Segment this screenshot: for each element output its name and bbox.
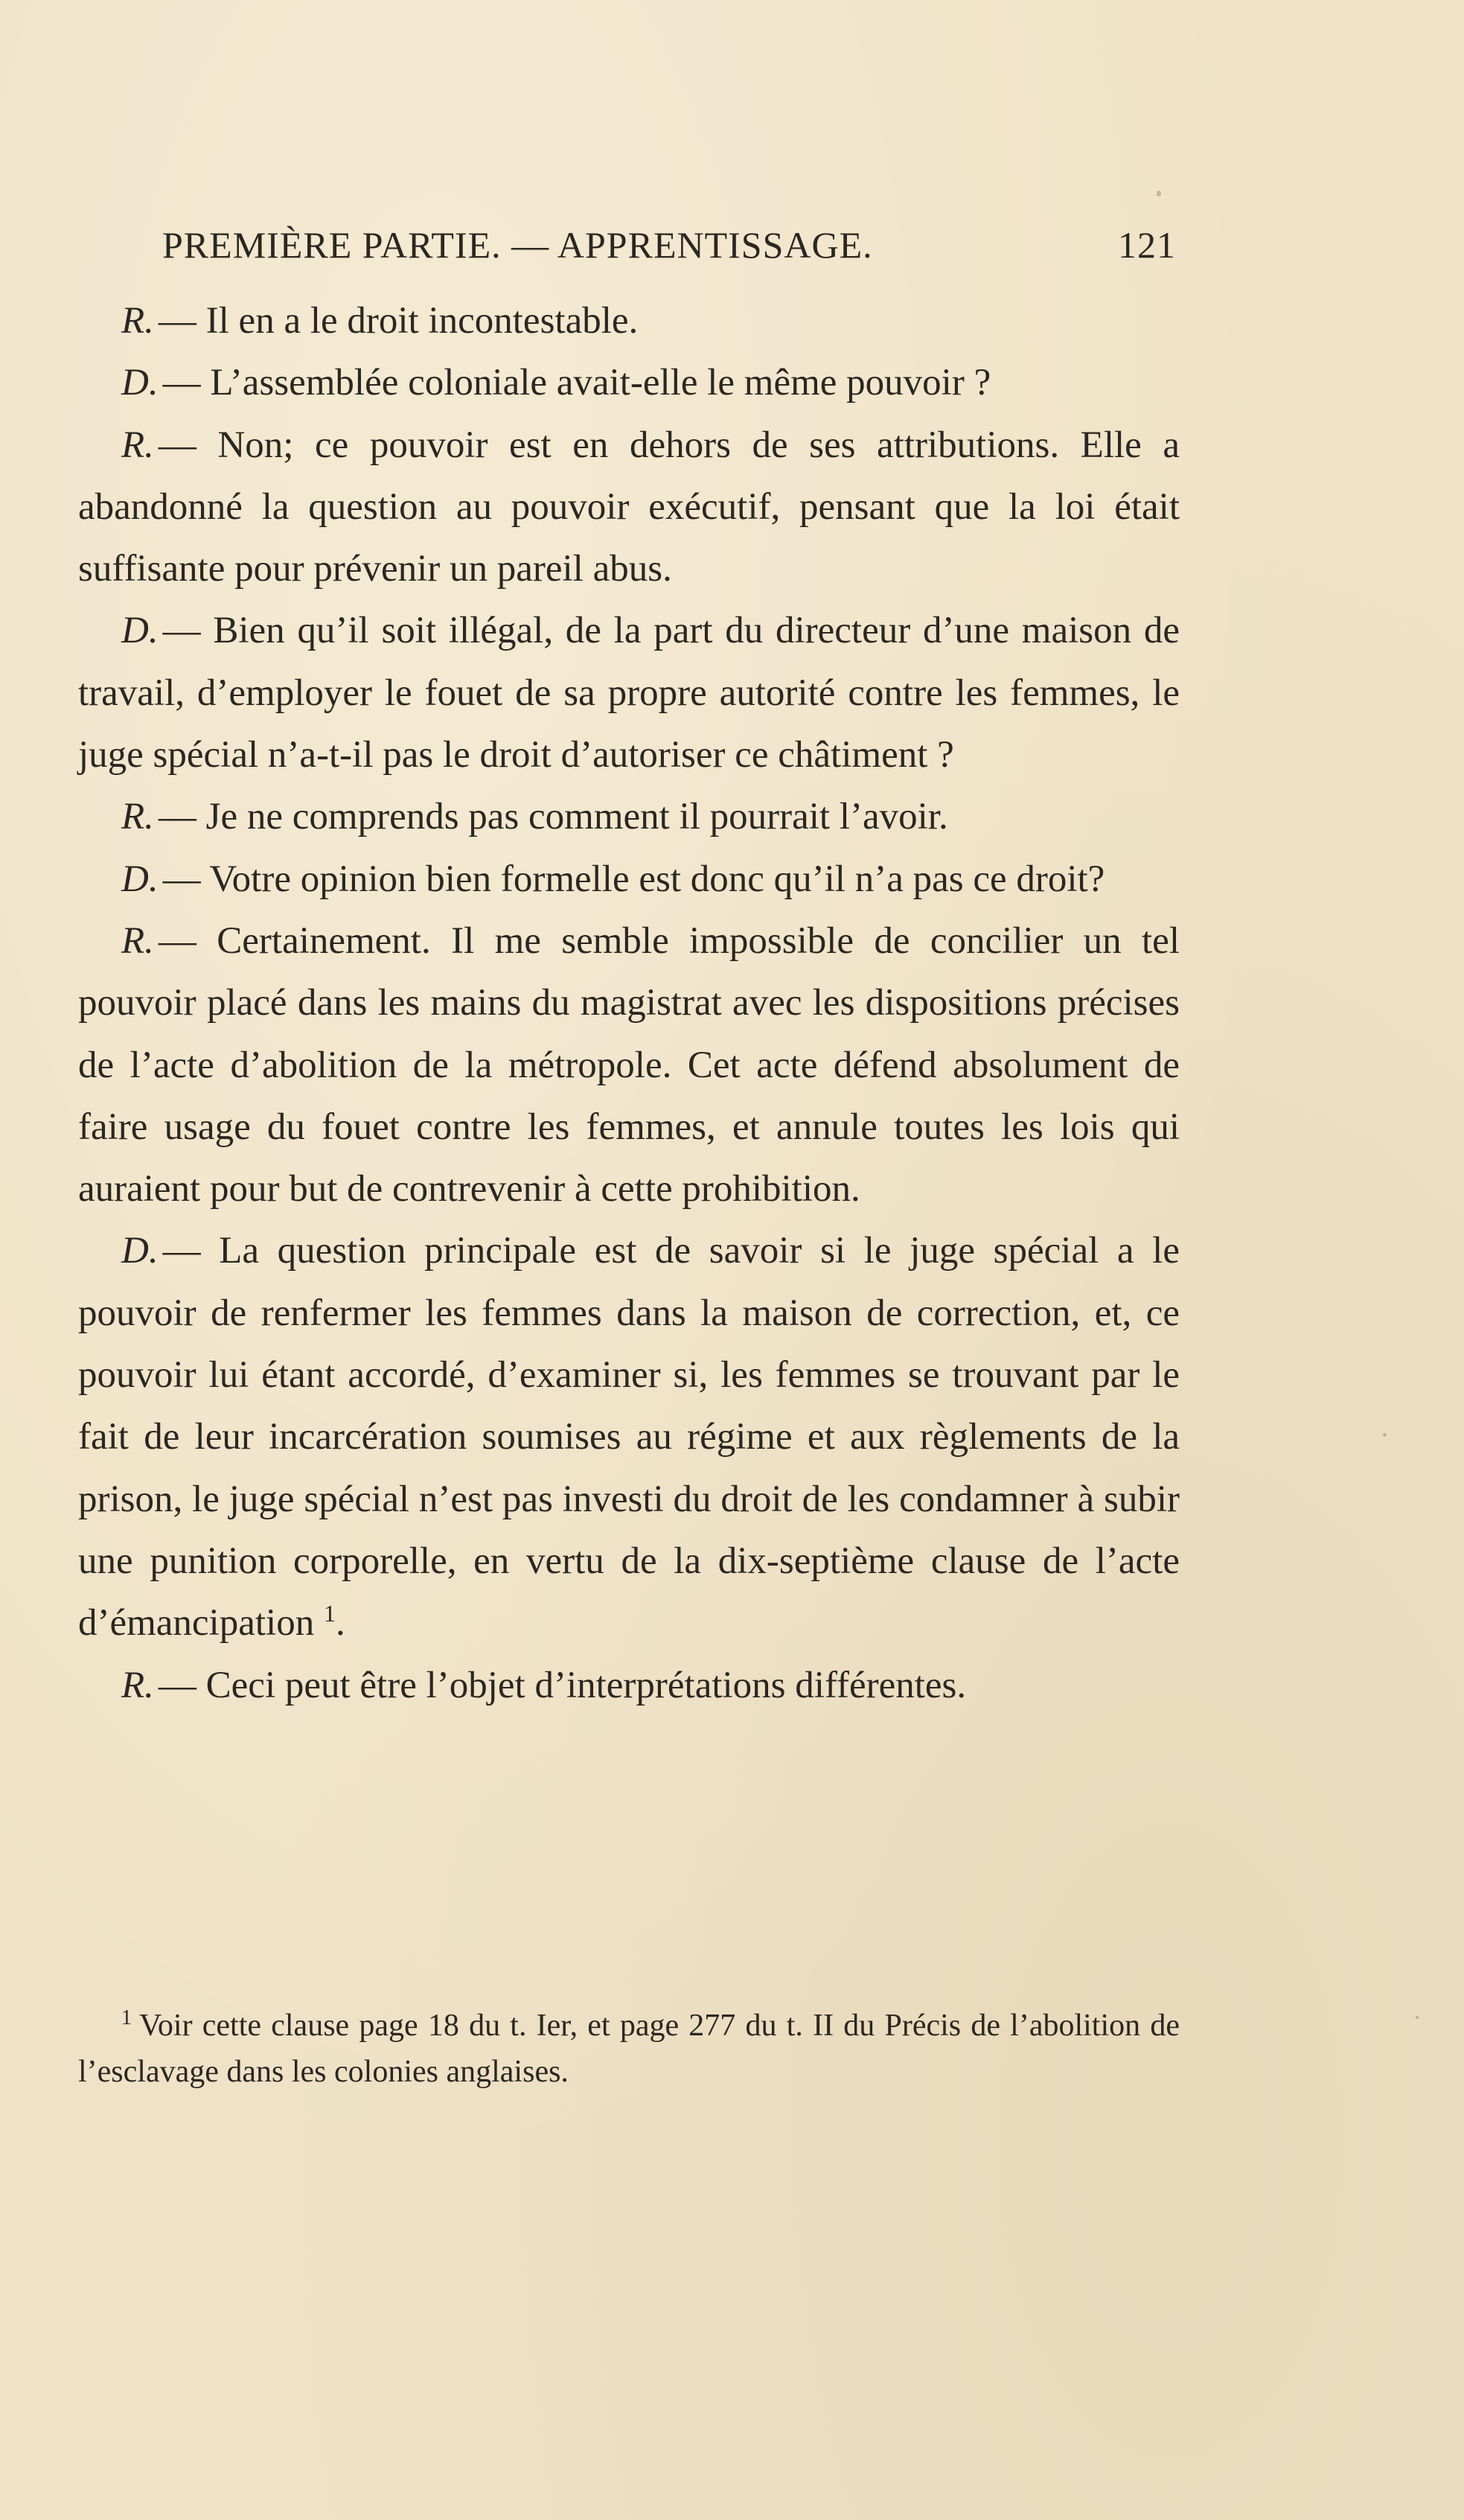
dialogue-paragraph bbox=[78, 415, 1180, 601]
paragraph-text: — Votre opinion bien formelle est donc qu’il n’a pas ce droit? bbox=[162, 858, 1105, 900]
dialogue-paragraph bbox=[78, 1220, 1180, 1654]
footnotes bbox=[78, 2003, 1180, 2095]
paragraph-text: — Il en a le droit incontestable. bbox=[158, 300, 639, 342]
speaker-label: R. bbox=[121, 424, 154, 466]
paragraph-text: — La question principale est de savoir si le juge spécial a le pouvoir de renfermer les femmes dans la maison de correction, et, ce pouvoir lui étant accordé, d’examiner si, les femmes se trouvant par le fait de leur incarcération soumises au régime et aux règlements de la prison, le juge spécial n’est pas investi du droit de les condamner à subir une punition corporelle, en vertu de la dix-septième clause de l’acte d’émancipation bbox=[78, 1230, 1180, 1645]
speaker-label: D. bbox=[121, 1230, 159, 1272]
sentence-end: . bbox=[335, 1602, 345, 1645]
paragraph-text: — Bien qu’il soit illégal, de la part du directeur d’une maison de travail, d’employer le fouet de sa propre autorité contre les femmes, le juge spécial n’a-t-il pas le droit d’autoriser ce châtiment ? bbox=[78, 610, 1180, 776]
paper-speck bbox=[1416, 2016, 1419, 2019]
paragraph-text: — Certainement. Il me semble impossible de concilier un tel pouvoir placé dans les mains du magistrat avec les dispositions précises de l’acte d’abolition de la métropole. Cet acte défend absolument de faire usage du fouet contre les femmes, et annule toutes les lois qui auraient pour but de contrevenir à cette prohibition. bbox=[78, 919, 1180, 1210]
paper-speck bbox=[1383, 1433, 1387, 1437]
speaker-label: D. bbox=[121, 362, 159, 404]
paper-speck bbox=[1157, 191, 1161, 197]
paragraph-text: — Ceci peut être l’objet d’interprétations différentes. bbox=[158, 1664, 967, 1706]
dialogue-paragraph bbox=[78, 1655, 1180, 1717]
main-text bbox=[78, 290, 1180, 1717]
dialogue-paragraph bbox=[78, 352, 1180, 414]
paragraph-text: — Non; ce pouvoir est en dehors de ses attributions. Elle a abandonné la question au pouvoir exécutif, pensant que la loi était suffisante pour prévenir un pareil abus. bbox=[78, 424, 1180, 590]
dialogue-paragraph bbox=[78, 600, 1180, 786]
page-number: 121 bbox=[1118, 224, 1176, 266]
speaker-label: R. bbox=[121, 796, 154, 838]
footnote-marker: 1 bbox=[121, 2006, 132, 2029]
footnote-reference[interactable]: 1 bbox=[323, 1600, 336, 1627]
footnote bbox=[78, 2003, 1180, 2095]
running-title: PREMIÈRE PARTIE. — APPRENTISSAGE. bbox=[162, 224, 873, 266]
speaker-label: D. bbox=[121, 610, 159, 652]
speaker-label: D. bbox=[121, 858, 159, 900]
footnote-text: Voir cette clause page 18 du t. Ier, et page 277 du t. II du Précis de l’abolition de l’esclavage dans les colonies anglaises. bbox=[78, 2009, 1180, 2089]
speaker-label: R. bbox=[121, 300, 154, 342]
dialogue-paragraph bbox=[78, 786, 1180, 848]
paragraph-text: — L’assemblée coloniale avait-elle le même pouvoir ? bbox=[162, 362, 991, 404]
dialogue-paragraph bbox=[78, 849, 1180, 910]
running-header bbox=[162, 223, 1176, 283]
speaker-label: R. bbox=[121, 919, 154, 962]
dialogue-paragraph bbox=[78, 290, 1180, 352]
paragraph-text: — Je ne comprends pas comment il pourrait l’avoir. bbox=[158, 796, 948, 838]
dialogue-paragraph bbox=[78, 910, 1180, 1220]
speaker-label: R. bbox=[121, 1664, 154, 1706]
